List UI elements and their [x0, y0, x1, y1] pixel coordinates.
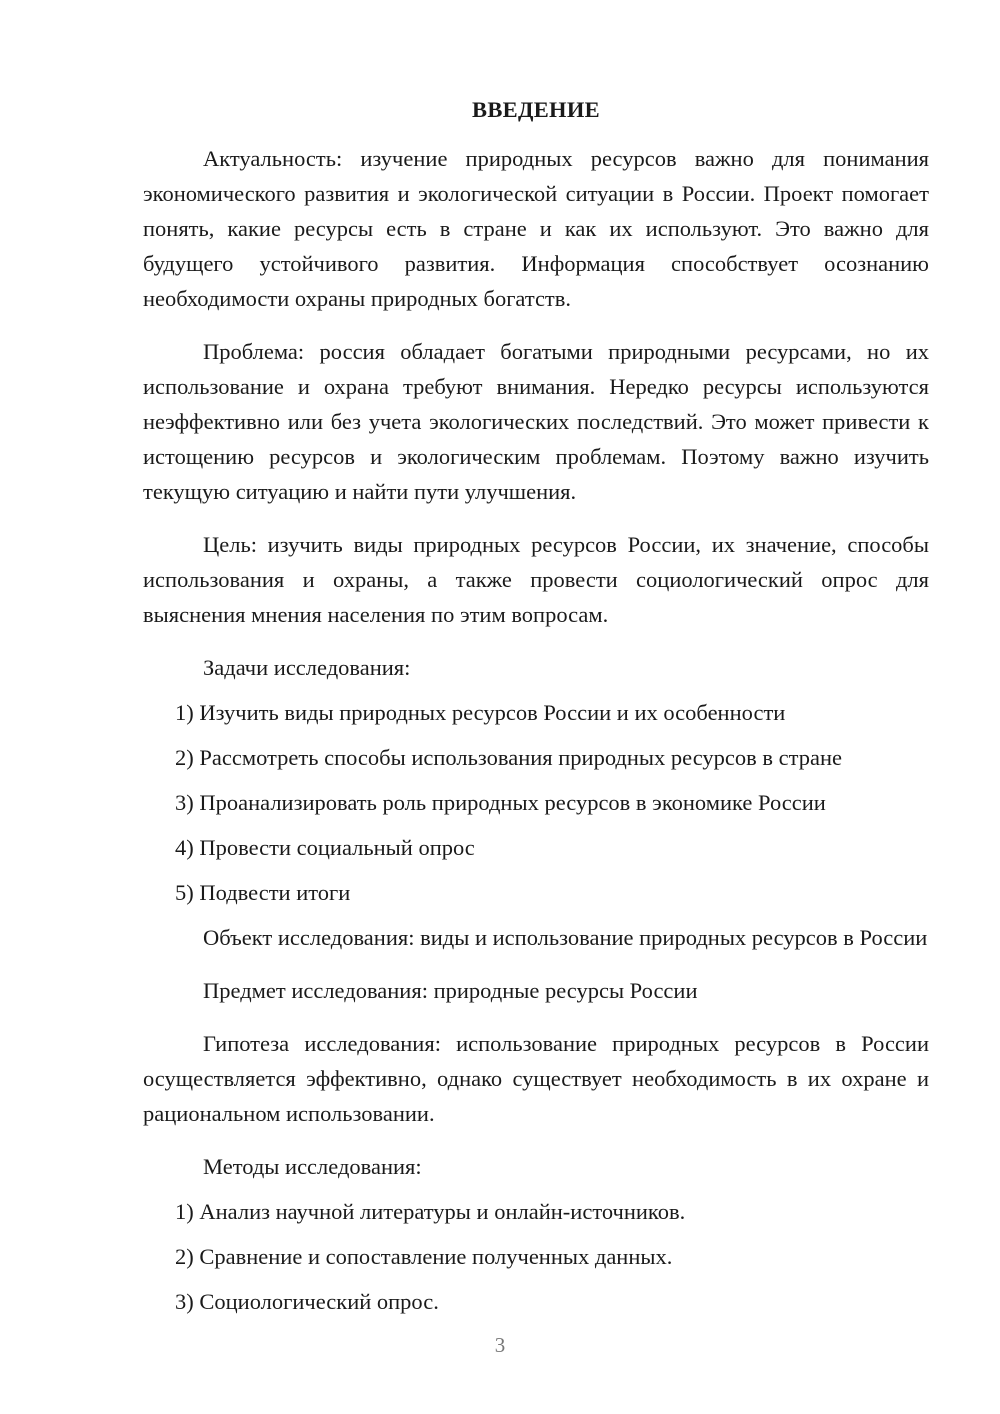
hypothesis-paragraph: Гипотеза исследования: использование природных ресурсов в России осуществляется эффективно, однако существует необходимость в их охране и рациональном использовании.: [143, 1031, 929, 1126]
page-number: 3: [494, 1333, 506, 1357]
method-item: 3) Социологический опрос.: [175, 1289, 439, 1314]
tasks-list: [143, 695, 929, 910]
task-item: 2) Рассмотреть способы использования природных ресурсов в стране: [175, 745, 842, 770]
task-item: 5) Подвести итоги: [175, 880, 351, 905]
section-title: ВВЕДЕНИЕ: [472, 97, 600, 122]
task-item: 3) Проанализировать роль природных ресурсов в экономике России: [175, 790, 826, 815]
task-item: 4) Провести социальный опрос: [175, 835, 475, 860]
task-item: 1) Изучить виды природных ресурсов России и их особенности: [175, 700, 786, 725]
document-page: [143, 92, 929, 1329]
methods-heading: Методы исследования:: [203, 1154, 422, 1179]
problem-paragraph: Проблема: россия обладает богатыми природными ресурсами, но их использование и охрана требуют внимания. Нередко ресурсы используются неэффективно или без учета экологических последствий. Это может привести к истощению ресурсов и экологическим проблемам. Поэтому важно изучить текущую ситуацию и найти пути улучшения.: [143, 339, 929, 504]
method-item: 1) Анализ научной литературы и онлайн-источников.: [175, 1199, 686, 1224]
subject-paragraph: Предмет исследования: природные ресурсы России: [203, 978, 698, 1003]
method-item: 2) Сравнение и сопоставление полученных данных.: [175, 1244, 673, 1269]
goal-paragraph: Цель: изучить виды природных ресурсов России, их значение, способы использования и охраны, а также провести социологический опрос для выяснения мнения населения по этим вопросам.: [143, 532, 929, 627]
methods-list: [143, 1194, 929, 1319]
tasks-heading: Задачи исследования:: [203, 655, 411, 680]
relevance-paragraph: Актуальность: изучение природных ресурсов важно для понимания экономического развития и экологической ситуации в России. Проект помогает понять, какие ресурсы есть в стране и как их используют. Это важно для будущего устойчивого развития. Информация способствует осознанию необходимости охраны природных богатств.: [143, 146, 929, 311]
object-paragraph: Объект исследования: виды и использование природных ресурсов в России: [203, 925, 928, 950]
